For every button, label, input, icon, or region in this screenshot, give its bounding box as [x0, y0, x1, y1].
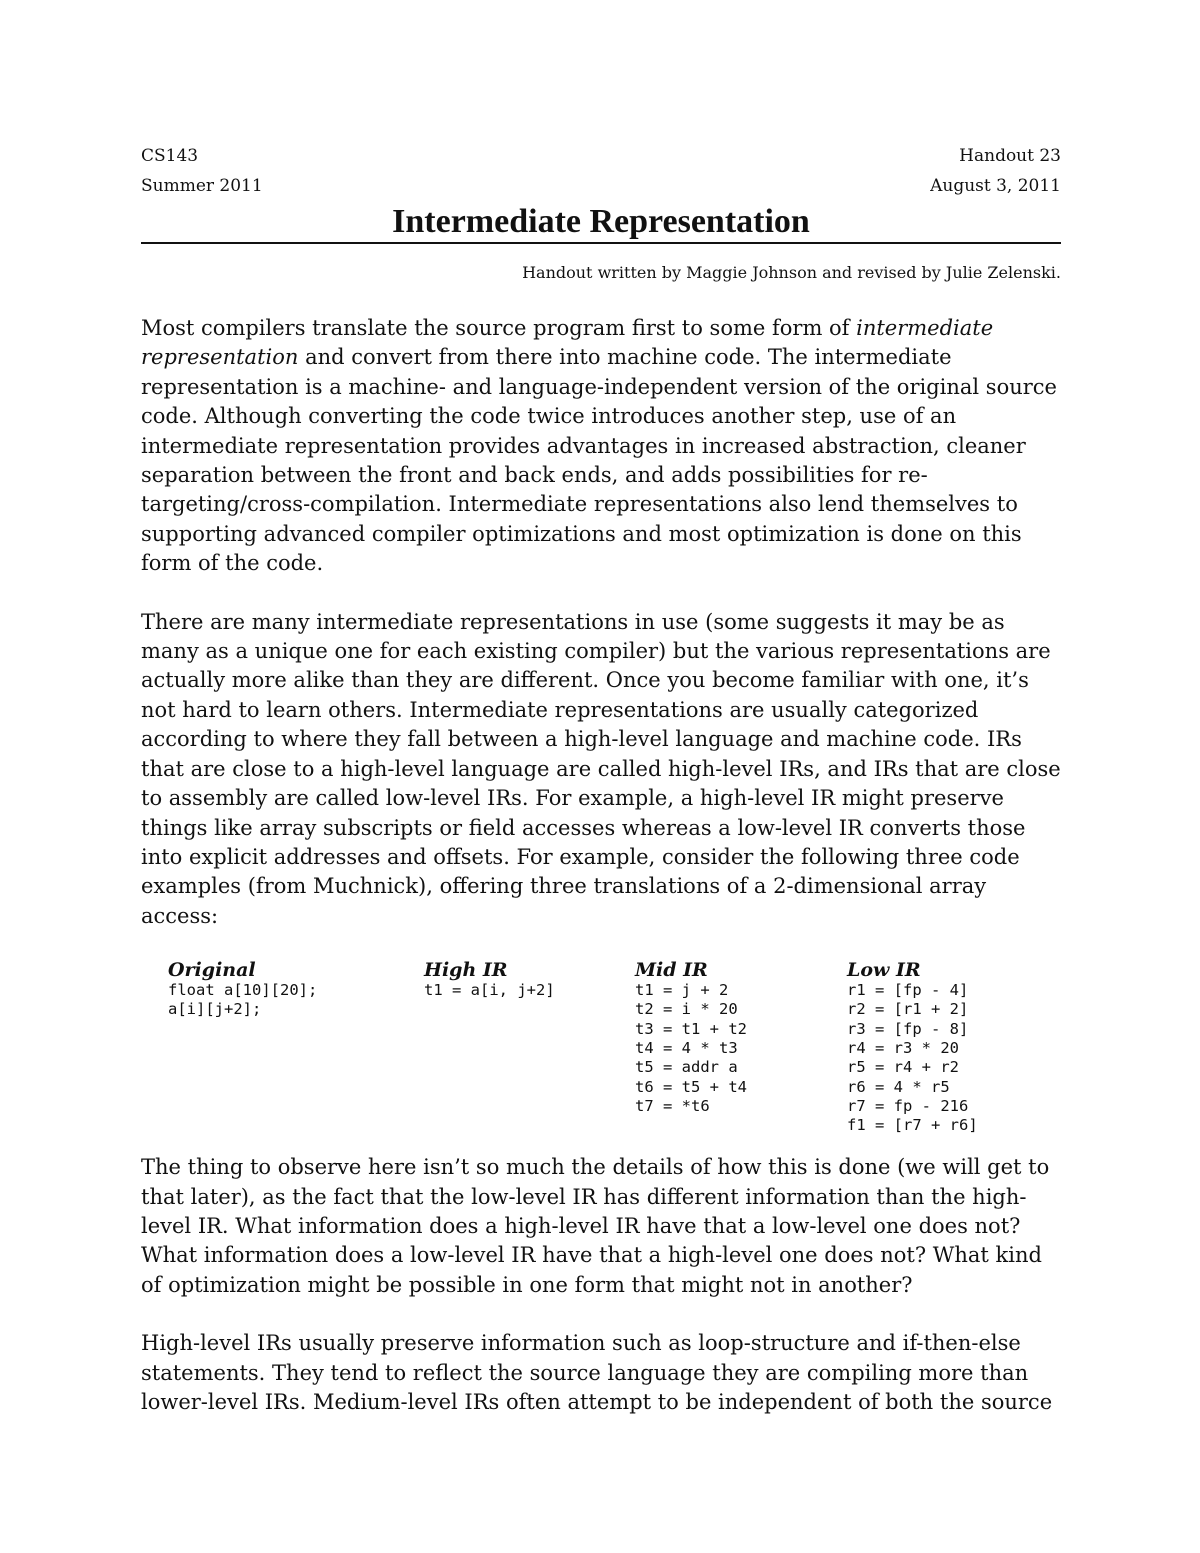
code-column-mid-ir [635, 959, 747, 1116]
code-heading-original: Original [168, 959, 256, 982]
paragraph-high-level-irs: High-level IRs usually preserve information such as loop-structure and if-then-else statements. They tend to reflect the source language they are compiling more than lower-level IRs. Medium-level IRs often attempt to be independent of both the source [141, 1331, 1053, 1414]
code-line: r1 = [fp - 4] [847, 981, 969, 1000]
code-heading-high-ir: High IR [424, 959, 508, 982]
code-line: t4 = 4 * t3 [635, 1039, 738, 1058]
handout-number: Handout 23 [959, 146, 1061, 166]
code-column-low-ir [847, 959, 978, 1135]
code-heading-mid-ir: Mid IR [635, 959, 708, 982]
code-line: t2 = i * 20 [635, 1000, 738, 1019]
code-heading-low-ir: Low IR [847, 959, 921, 982]
code-line: r5 = r4 + r2 [847, 1058, 959, 1077]
code-line: t5 = addr a [635, 1058, 738, 1077]
page-title: Intermediate Representation [141, 204, 1061, 244]
code-line: t1 = a[i, j+2] [424, 981, 555, 1000]
code-examples [168, 959, 1061, 1139]
document-page [141, 141, 1061, 1417]
code-line: r4 = r3 * 20 [847, 1039, 959, 1058]
code-line: t1 = j + 2 [635, 981, 729, 1000]
code-line: r2 = [r1 + 2] [847, 1000, 969, 1019]
paragraph-intro-rest: and convert from there into machine code. The intermediate representation is a machine- and language-independent version of the original source code. Although converting the code twice introduces another step, use of an intermediate representation provides advantages in increased abstraction, cleaner separation between the front and back ends, and adds possibilities for re-targeting/cross-compilation. Intermediate representations also lend themselves to supporting advanced compiler optimizations and most optimization is done on this form of the code. [141, 345, 1057, 576]
code-line: t6 = t5 + t4 [635, 1077, 747, 1096]
code-line: r3 = [fp - 8] [847, 1019, 969, 1038]
code-line: float a[10][20]; [168, 981, 318, 1000]
paragraph-intro [141, 314, 1061, 579]
course-label: CS143 [141, 146, 199, 166]
code-line: r7 = fp - 216 [847, 1096, 969, 1115]
handout-date: August 3, 2011 [930, 176, 1061, 196]
code-column-high-ir [424, 959, 555, 1000]
byline: Handout written by Maggie Johnson and revised by Julie Zelenski. [522, 263, 1061, 282]
paragraph-observation: The thing to observe here isn’t so much the details of how this is done (we will get to that later), as the fact that the low-level IR has different information than the high-level IR. What information does a high-level IR have that a low-level one does not? What information does a low-level IR have that a high-level one does not? What kind of optimization might be possible in one form that might not in another? [141, 1155, 1050, 1297]
paragraph-intro-lead: Most compilers translate the source program first to some form of [141, 316, 857, 340]
header-row-2 [141, 171, 1061, 201]
code-line: a[i][j+2]; [168, 1000, 262, 1019]
code-line: f1 = [r7 + r6] [847, 1116, 978, 1135]
term-label: Summer 2011 [141, 176, 263, 196]
header-row-1 [141, 141, 1061, 171]
paragraph-ir-types: There are many intermediate representations in use (some suggests it may be as many as a unique one for each existing compiler) but the various representations are actually more alike than they are different. Once you become familiar with one, it’s not hard to learn others. Intermediate representations are usually categorized according to where they fall between a high-level language and machine code. IRs that are close to a high-level language are called high-level IRs, and IRs that are close to assembly are called low-level IRs. For example, a high-level IR might preserve things like array subscripts or field accesses whereas a low-level IR converts those into explicit addresses and offsets. For example, consider the following three code examples (from Muchnick), offering three translations of a 2-dimensional array access: [141, 609, 1061, 928]
code-line: t3 = t1 + t2 [635, 1019, 747, 1038]
code-line: r6 = 4 * r5 [847, 1077, 950, 1096]
code-line: t7 = *t6 [635, 1096, 710, 1115]
code-column-original [168, 959, 317, 1020]
paragraph-intro-emphasis: intermediate representation [141, 316, 994, 370]
